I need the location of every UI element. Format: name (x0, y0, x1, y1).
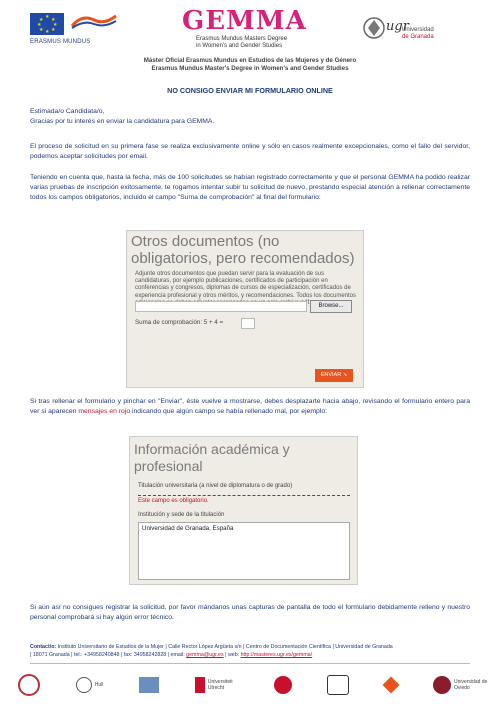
master-title-es: Máster Oficial Erasmus Mundus en Estudios de las Mujeres y de Género (143, 57, 357, 64)
greeting-block (30, 107, 470, 127)
arrow-icon: ↘ (342, 372, 348, 378)
building-icon (139, 677, 159, 693)
ugr-line-2: de Granada (402, 34, 434, 40)
institucion-textarea[interactable] (138, 522, 350, 580)
institucion-value: Universidad de Granada, España (142, 525, 234, 532)
otros-documentos-heading: Otros documentos (no obligatorios, pero recomendados) (131, 233, 355, 267)
suma-comprobacion-label: Suma de comprobación: 5 + 4 = (135, 319, 224, 326)
partner-logo-5 (274, 674, 292, 696)
contact-label: Contact/o: (30, 644, 57, 650)
shield-icon (274, 676, 292, 694)
form-screenshot-informacion-academica (129, 436, 358, 585)
flower-icon (383, 677, 400, 694)
partner-logo-6 (327, 674, 349, 696)
partner-logos (18, 671, 488, 699)
svg-text:ugr: ugr (386, 19, 409, 34)
paragraph-2: Teniendo en cuenta que, hasta la fecha, más de 100 solicitudes se habían registrado correctamente y que el personal GEMMA ha podido realizar varias pruebas de inscripción exitosamente, te rogamos intentar subir tu solicitud de nuevo, prestando especial atención a rellenar correctamente todos los campos obligatorios, incluido el campo "Suma de comprobación" al final del formulario: (30, 174, 470, 201)
paragraph-3-end: indicando que algún campo se había rellenado mal, por ejemplo: (130, 408, 327, 415)
footer-divider (30, 663, 470, 664)
hull-crest-icon (76, 677, 92, 693)
titulacion-label: Titulación universitaria (a nivel de diplomatura o de grado) (138, 483, 293, 489)
greeting: Estimada/o Candidata/o, (30, 108, 105, 115)
partner-logo-hull (76, 674, 104, 696)
suma-comprobacion-input[interactable] (241, 318, 255, 329)
partner-logo-1 (18, 674, 40, 696)
otros-documentos-text: Adjunte otros documentos que puedan servir para la evaluación de sus candidaturas, por ejemplo publicaciones, certificados de participación en conferencias y congresos, diplomas de cursos de especialización, certificados de experiencia profesional y otros méritos, y recomendaciones. Todos los documentos (135, 271, 357, 299)
paragraph-3-start: Si tras rellenar el formulario y pinchar en "Enviar", éste vuelve a mostrarse, debes desplazarte hacia abajo, revisando el formulario entero para ver si aparecen (30, 398, 470, 415)
paragraph-1: El proceso de solicitud en su primera fase se realiza exclusivamente online y sólo en casos realmente excepcionales, como el fallo del servidor, podemos aceptar solicitudes por email. (30, 143, 470, 160)
contact-info (30, 643, 470, 659)
oviedo-label: Universidad de Oviedo (453, 679, 488, 691)
master-title (0, 57, 500, 73)
gemma-subtitle-2: in Women's and Gender Studies (196, 43, 283, 49)
browse-button[interactable]: Browse... (310, 300, 352, 313)
erasmus-mundus-logo (70, 12, 118, 32)
master-title-en: Erasmus Mundus Master's Degree in Women's and Gender Studies (151, 65, 349, 72)
paragraph-4: Si aún así no consigues registrar la solicitud, por favor mándanos unas capturas de pantalla de todo el formulario debidamente relleno y nuestro personal comprobará si hay algún error técnico. (30, 604, 470, 621)
paragraph-3-highlight: mensajes en rojo (78, 408, 131, 415)
titulacion-input-error-line[interactable] (138, 495, 350, 496)
enviar-label: ENVIAR (320, 372, 342, 378)
contact-web-label: | web: (223, 652, 241, 658)
partner-logo-7 (385, 674, 397, 696)
partner-logo-cirm (139, 674, 159, 696)
oviedo-seal-icon (433, 676, 451, 694)
eu-flag-logo: ★ ★ ★ ★ ★ ★ ★ ★ (30, 13, 64, 35)
contact-phone: | 18071 Granada | tel.: +34958240848 | fax: 34958242828 | email: (30, 652, 187, 658)
gemma-subtitle-1: Erasmus Mundus Masters Degree (196, 36, 288, 42)
form-screenshot-otros-documentos (126, 230, 364, 388)
field-error-message: Este campo es obligatorio. (138, 498, 209, 504)
hull-label: Hull (94, 682, 104, 688)
ugr-line-1: Universidad (402, 27, 434, 33)
section-title: NO CONSIGO ENVIAR MI FORMULARIO ONLINE (167, 86, 333, 95)
gemma-wordmark: GEMMA (182, 6, 307, 36)
gemma-logo (182, 6, 322, 50)
email-link[interactable]: gemma@ugr.es (186, 652, 224, 658)
erasmus-mundus-label: ERASMUS MUNDUS (30, 39, 91, 45)
partner-logo-utrecht (195, 674, 238, 696)
institucion-label: Institución y sede de la titulación (138, 512, 225, 518)
thanks-line: Gracias por tu interés en enviar la candidatura para GEMMA. (30, 118, 215, 125)
enviar-button[interactable] (315, 369, 353, 382)
web-link[interactable]: http://masteres.ugr.es/gemma/ (240, 652, 313, 658)
seal-icon (18, 674, 40, 696)
paragraph-3 (30, 397, 470, 417)
utrecht-label: Universiteit Utrecht (207, 679, 233, 691)
contact-address: Instituto Universitario de Estudios de la Mujer | Calle Rector López Argüeta s/n | Centro de Documentación Científica | Universidad de Granada (56, 644, 393, 650)
utrecht-crest-icon (195, 677, 205, 693)
crest-icon (327, 675, 349, 695)
informacion-academica-heading: Información académica y profesional (134, 441, 290, 474)
file-upload-field[interactable] (135, 301, 307, 312)
partner-logo-oviedo (433, 674, 488, 696)
ugr-name (402, 27, 434, 41)
